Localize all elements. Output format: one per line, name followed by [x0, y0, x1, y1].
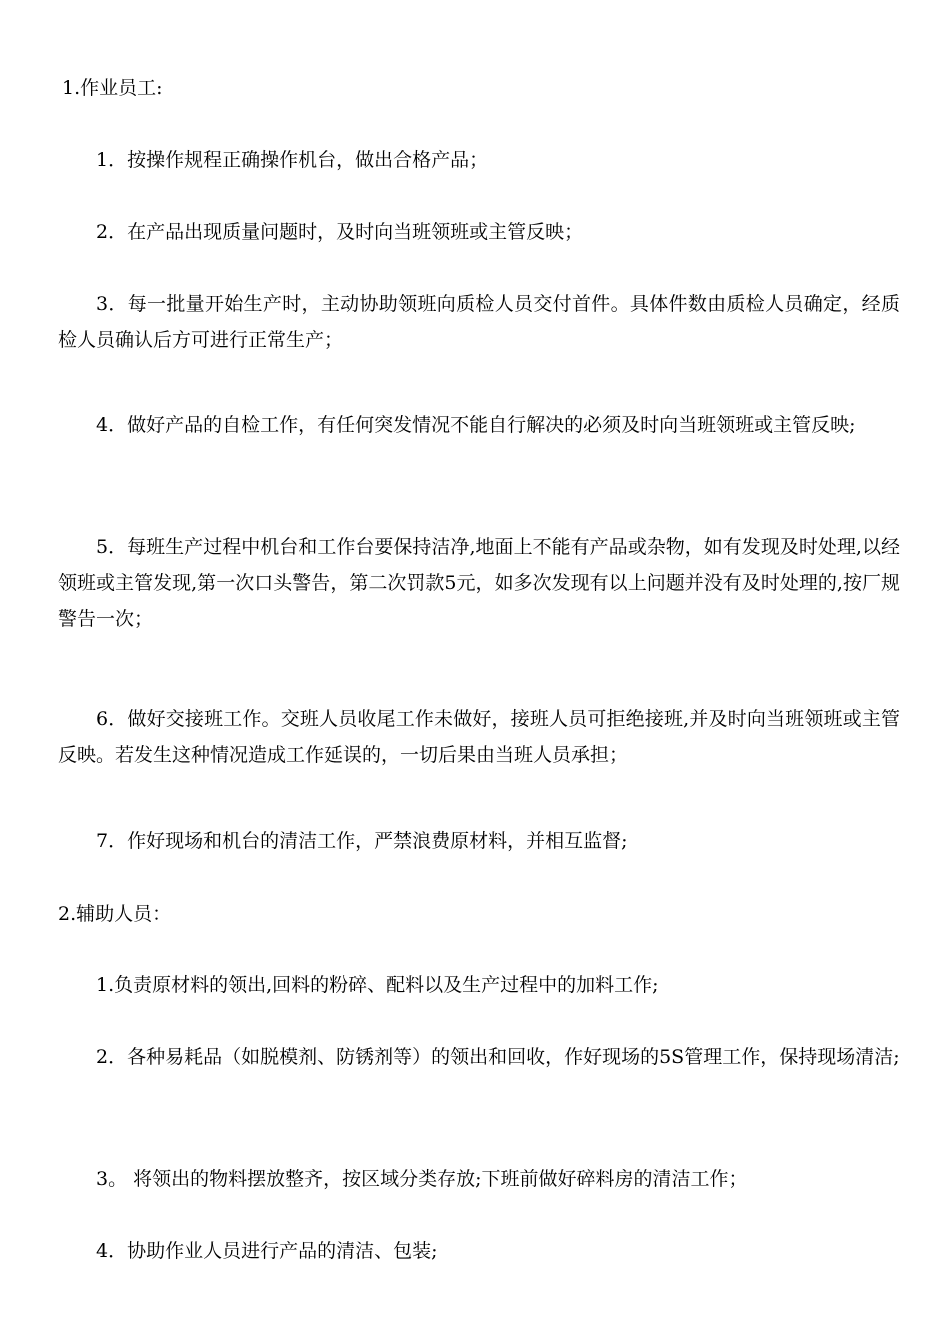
section-2-item-2: 2．各种易耗品（如脱模剂、防锈剂等）的领出和回收，作好现场的5S管理工作，保持现场清洁;: [96, 1046, 900, 1068]
section-2-item-1: 1.负责原材料的领出,回料的粉碎、配料以及生产过程中的加料工作;: [96, 974, 659, 996]
section-1-item-3: 3．每一批量开始生产时，主动协助领班向质检人员交付首件。具体件数由质检人员确定，经质检人员确认后方可进行正常生产；: [58, 293, 900, 351]
section-1-item-6: 6．做好交接班工作。交班人员收尾工作未做好，接班人员可拒绝接班,并及时向当班领班或主管反映。若发生这种情况造成工作延误的，一切后果由当班人员承担；: [58, 708, 900, 766]
section-1-item-2: 2．在产品出现质量问题时，及时向当班领班或主管反映；: [96, 221, 584, 243]
section-2-item-3: 3。 将领出的物料摆放整齐，按区域分类存放;下班前做好碎料房的清洁工作；: [96, 1168, 748, 1190]
section-2-item-4: 4．协助作业人员进行产品的清洁、包装;: [96, 1240, 438, 1262]
section-1-item-7: 7．作好现场和机台的清洁工作，严禁浪费原材料，并相互监督;: [96, 830, 628, 852]
section-1-heading: 1.作业员工:: [62, 77, 163, 99]
section-2-heading: 2.辅助人员：: [58, 903, 172, 925]
section-1-item-1: 1．按操作规程正确操作机台，做出合格产品；: [96, 149, 489, 171]
section-1-item-5: 5．每班生产过程中机台和工作台要保持洁净,地面上不能有产品或杂物，如有发现及时处理,以经领班或主管发现,第一次口头警告，第二次罚款5元，如多次发现有以上问题并没有及时处理的,按厂规警告一次；: [58, 536, 900, 630]
section-1-item-4: 4．做好产品的自检工作，有任何突发情况不能自行解决的必须及时向当班领班或主管反映;: [96, 414, 856, 436]
